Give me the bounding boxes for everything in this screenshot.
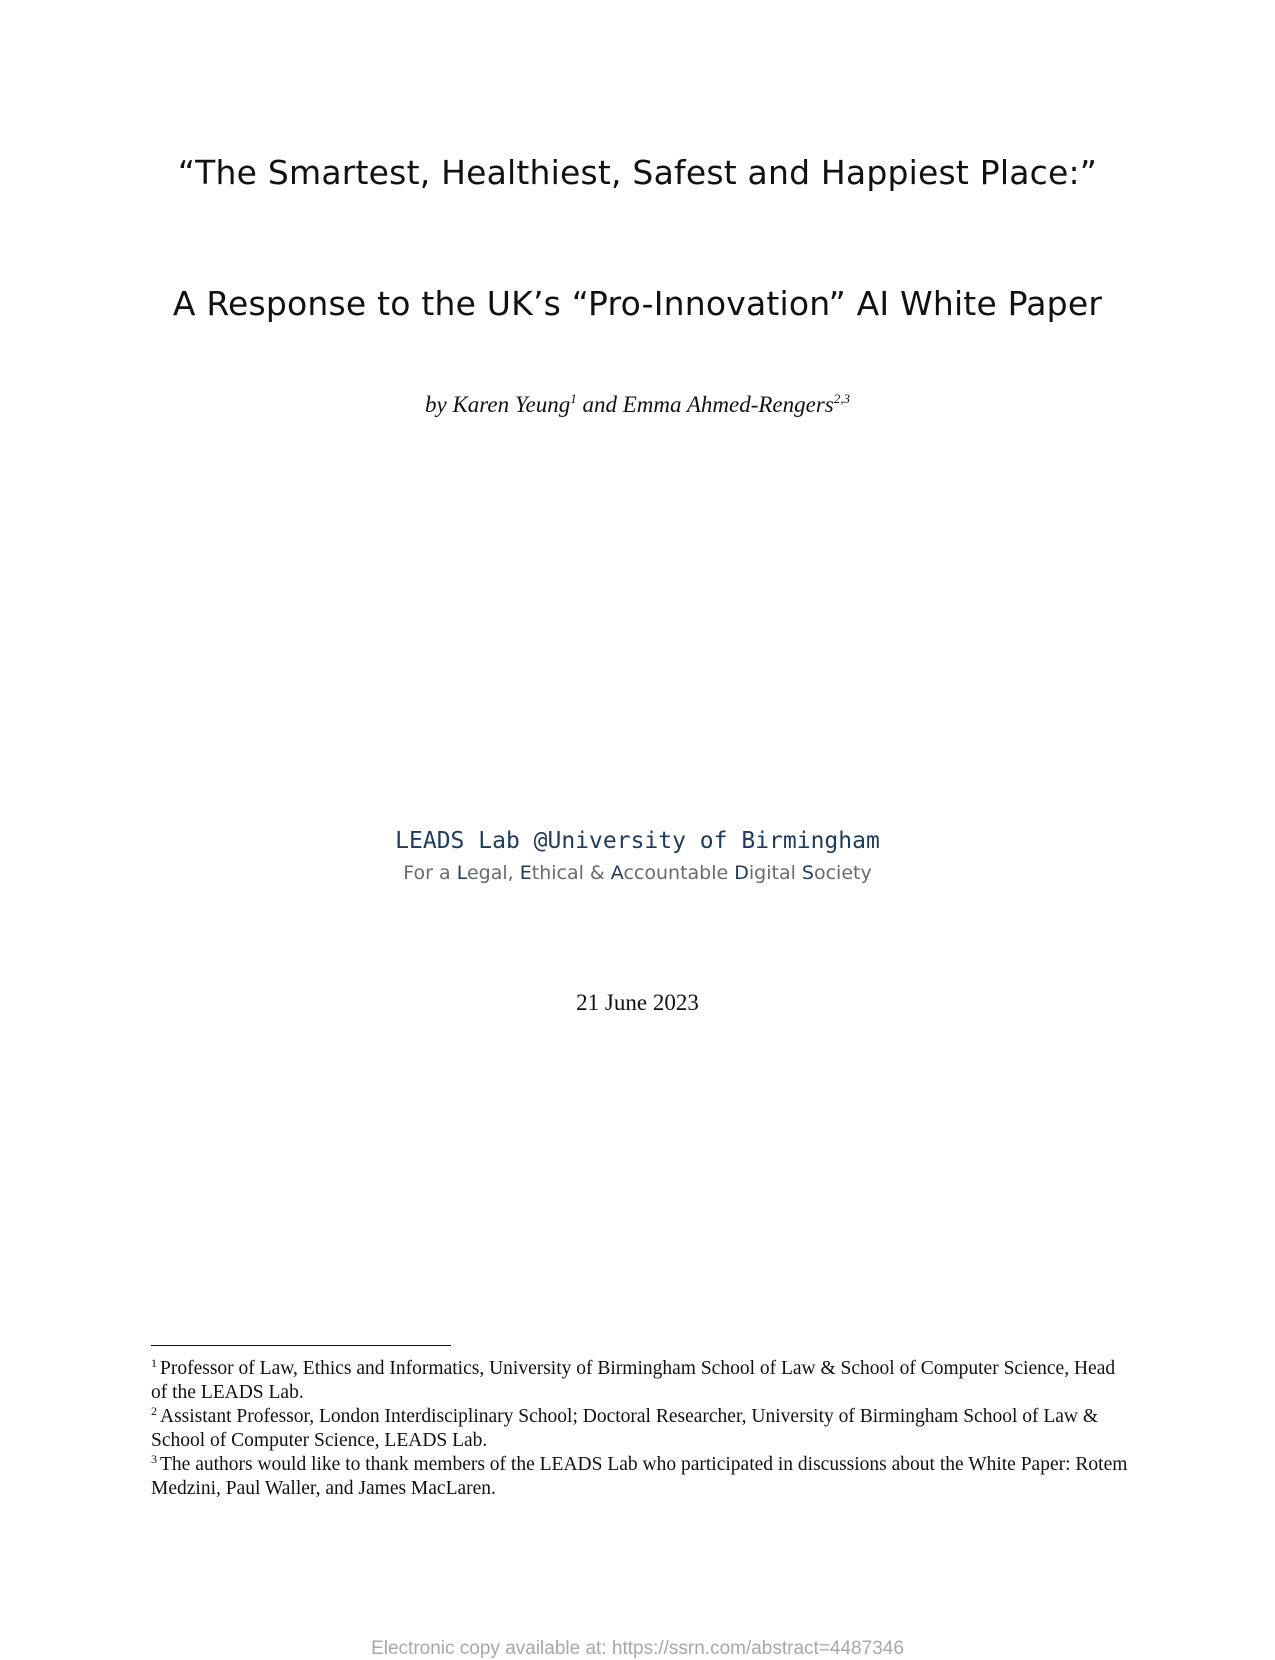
author-1-name: Karen Yeung: [452, 392, 571, 417]
tagline-part: egal,: [466, 862, 520, 884]
author-1-footnote-marker[interactable]: 1: [570, 391, 577, 406]
tagline-part: ccountable: [623, 862, 735, 884]
footnote-text: The authors would like to thank members of the LEADS Lab who participated in discussions about the White Paper: Rotem Medzini, Paul Waller, and James MacLaren.: [151, 1454, 1128, 1499]
byline-conjunction: and: [582, 392, 617, 417]
tagline-initial: E: [519, 862, 532, 884]
title-line-2: A Response to the UK’s “Pro-Innovation” AI White Paper: [172, 284, 1103, 323]
lab-logo-name: LEADS Lab @University of Birmingham: [395, 828, 880, 854]
tagline-part: thical &: [531, 862, 611, 884]
tagline-initial: A: [610, 862, 624, 884]
footnote-separator: [151, 1345, 451, 1346]
byline-prefix: by: [424, 392, 447, 417]
tagline-part: ociety: [813, 862, 872, 884]
author-2-footnote-marker[interactable]: 2,3: [833, 391, 850, 406]
footnote-3: [151, 1453, 1131, 1501]
tagline-part: For a: [403, 862, 457, 884]
tagline-part: igital: [748, 862, 802, 884]
footnotes: [151, 1357, 1131, 1501]
tagline-initial: S: [801, 862, 814, 884]
lab-logo-tagline: [0, 862, 1275, 884]
tagline-initial: L: [456, 862, 467, 884]
footnote-1: [151, 1357, 1131, 1405]
footnote-marker: 3: [151, 1452, 157, 1466]
author-2-name: Emma Ahmed-Rengers: [622, 392, 834, 417]
author-byline: [0, 392, 1275, 418]
footnote-marker: 1: [151, 1356, 157, 1370]
publication-date: 21 June 2023: [576, 990, 699, 1015]
footnote-text: Professor of Law, Ethics and Informatics, University of Birmingham School of Law & School of Computer Science, Head of the LEADS Lab.: [151, 1358, 1116, 1403]
title-line-1: “The Smartest, Healthiest, Safest and Happiest Place:”: [177, 153, 1098, 192]
footnote-2: [151, 1405, 1131, 1453]
footnote-marker: 2: [151, 1404, 157, 1418]
tagline-initial: D: [734, 862, 749, 884]
footnote-text: Assistant Professor, London Interdisciplinary School; Doctoral Researcher, University of Birmingham School of Law & School of Computer Science, LEADS Lab.: [151, 1406, 1099, 1451]
ssrn-copy-notice[interactable]: Electronic copy available at: https://ssrn.com/abstract=4487346: [371, 1638, 904, 1659]
